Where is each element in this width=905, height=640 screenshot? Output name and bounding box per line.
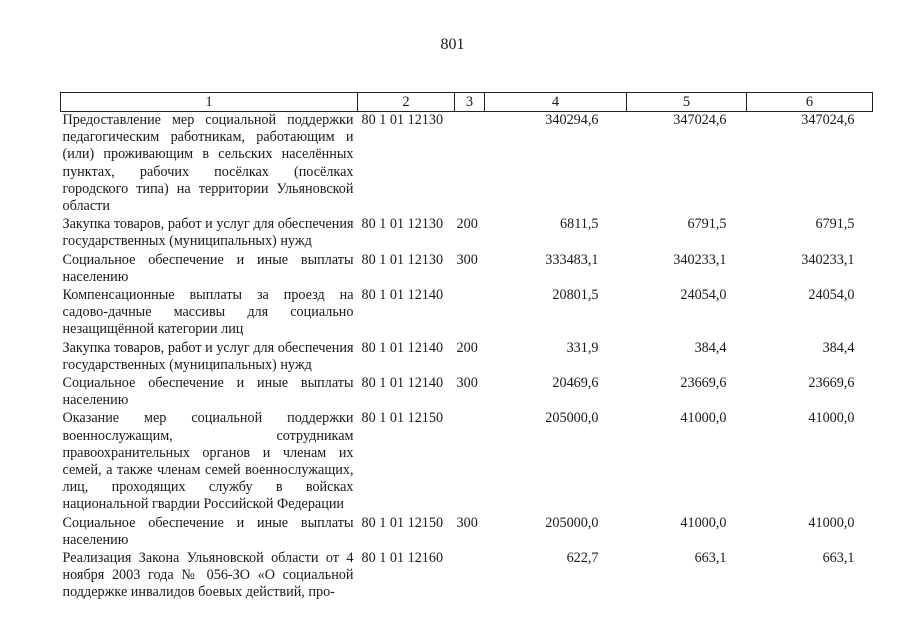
row-value-col-5: 347024,6 [673, 112, 727, 128]
row-target-code: 80 1 01 12140 [361, 375, 444, 392]
row-value-col-4: 205000,0 [545, 410, 599, 427]
table-row [61, 375, 873, 410]
row-expense-type: 300 [456, 251, 478, 268]
row-value-col-6: 23669,6 [808, 375, 855, 392]
header-row [61, 93, 873, 112]
row-description: Социальное обеспечение и иные выплаты населению [62, 514, 354, 548]
row-value-col-4: 20801,5 [552, 287, 599, 304]
row-value-col-5: 6791,5 [687, 216, 727, 233]
row-target-code: 80 1 01 12150 [361, 514, 444, 531]
header-col-3: 3 [455, 93, 485, 112]
table-row [61, 410, 873, 514]
row-value-col-4: 333483,1 [545, 251, 599, 268]
row-expense-type [455, 287, 485, 340]
table-row [61, 550, 873, 603]
row-expense-type: 200 [456, 216, 478, 233]
table-row [61, 112, 873, 217]
table-header [61, 93, 873, 112]
row-value-col-6: 663,1 [822, 550, 855, 567]
row-target-code: 80 1 01 12130 [361, 112, 444, 128]
row-target-code: 80 1 01 12130 [361, 251, 444, 268]
row-target-code: 80 1 01 12160 [361, 550, 444, 567]
row-target-code: 80 1 01 12140 [361, 339, 444, 356]
header-col-6: 6 [747, 93, 873, 112]
row-expense-type [455, 550, 485, 603]
row-value-col-5: 41000,0 [680, 410, 727, 427]
row-description: Закупка товаров, работ и услуг для обеспечения государственных (муниципальных) нужд [62, 339, 354, 373]
row-value-col-5: 663,1 [694, 550, 727, 567]
row-description: Предоставление мер социальной поддержки педагогическим работникам, работающим и (или) проживающим в сельских населённых пунктах, рабочих посёлках (посёлках городского типа) на территории Ульяновской области [62, 112, 354, 215]
row-value-col-4: 622,7 [566, 550, 599, 567]
row-target-code: 80 1 01 12150 [361, 410, 444, 427]
row-value-col-5: 340233,1 [673, 251, 727, 268]
row-value-col-4: 20469,6 [552, 375, 599, 392]
row-value-col-5: 24054,0 [680, 287, 727, 304]
header-col-5: 5 [627, 93, 747, 112]
table-row [61, 287, 873, 340]
row-value-col-6: 41000,0 [808, 514, 855, 531]
table-row [61, 216, 873, 251]
row-description: Закупка товаров, работ и услуг для обеспечения государственных (муниципальных) нужд [62, 216, 354, 250]
row-value-col-5: 23669,6 [680, 375, 727, 392]
row-description: Компенсационные выплаты за проезд на садово-дачные массивы для социально незащищённой категории лиц [62, 287, 354, 338]
row-value-col-6: 41000,0 [808, 410, 855, 427]
row-value-col-6: 24054,0 [808, 287, 855, 304]
table-body [61, 112, 873, 603]
row-expense-type [455, 410, 485, 514]
row-expense-type: 200 [456, 339, 478, 356]
row-expense-type [455, 112, 485, 217]
row-value-col-5: 41000,0 [680, 514, 727, 531]
row-value-col-4: 331,9 [566, 339, 599, 356]
row-description: Оказание мер социальной поддержки военнослужащим, сотрудникам правоохранительных органов и членам их семей, а также членам семей военнослужащих, лиц, проходящих службу в войсках национальной гвардии Российской Федерации [62, 410, 354, 513]
row-expense-type: 300 [456, 514, 478, 531]
table-row [61, 340, 873, 375]
page-number: 801 [440, 36, 465, 53]
row-target-code: 80 1 01 12130 [361, 216, 444, 233]
row-target-code: 80 1 01 12140 [361, 287, 444, 304]
row-value-col-6: 384,4 [822, 339, 855, 356]
row-value-col-4: 340294,6 [545, 112, 599, 128]
header-col-1: 1 [61, 93, 358, 112]
row-value-col-5: 384,4 [694, 339, 727, 356]
budget-table [60, 92, 873, 603]
row-value-col-6: 6791,5 [815, 216, 855, 233]
row-description: Социальное обеспечение и иные выплаты населению [62, 251, 354, 285]
row-description: Социальное обеспечение и иные выплаты населению [62, 375, 354, 409]
table-row [61, 515, 873, 550]
table-row [61, 252, 873, 287]
row-value-col-4: 205000,0 [545, 514, 599, 531]
row-expense-type: 300 [456, 375, 478, 392]
row-value-col-6: 340233,1 [801, 251, 855, 268]
header-col-2: 2 [358, 93, 455, 112]
row-value-col-6: 347024,6 [801, 112, 855, 128]
row-description: Реализация Закона Ульяновской области от 4 ноября 2003 года № 056-ЗО «О социальной поддержке инвалидов боевых действий, про- [62, 550, 354, 601]
header-col-4: 4 [485, 93, 627, 112]
row-value-col-4: 6811,5 [560, 216, 599, 233]
